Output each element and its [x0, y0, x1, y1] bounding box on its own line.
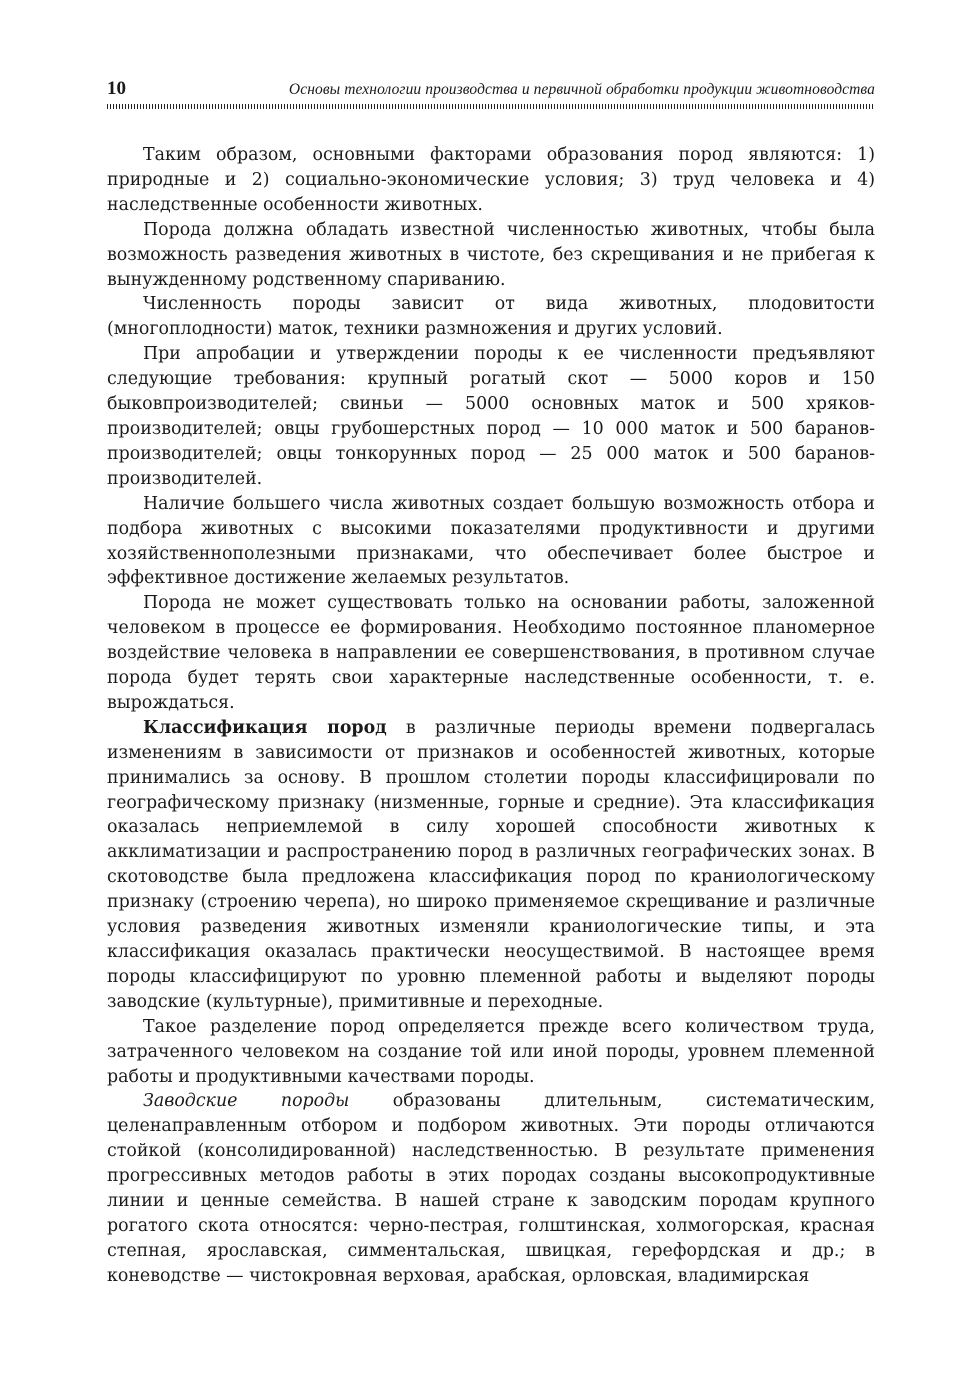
paragraph-8: Такое разделение пород определяется прежде всего количеством труда, затраченного человеком на создание той или иной породы, уровнем племенной работы и продуктивными качествами породы.	[107, 1016, 875, 1087]
running-title: Основы технологии производства и первичной обработки продукции животноводства	[288, 81, 875, 98]
bold-term: Классификация пород	[143, 717, 387, 738]
paragraph-5: Наличие большего числа животных создает большую возможность отбора и подбора животных с высокими показателями продуктивности и другими хозяйственнополезными признаками, что обеспечивает более быстрое и эффективное достижение желаемых результатов.	[107, 493, 875, 589]
running-header	[107, 78, 875, 102]
page-number: 10	[107, 78, 126, 99]
paragraph-2: Порода должна обладать известной численностью животных, чтобы была возможность разведения животных в чистоте, без скрещивания и не прибегая к вынужденному родственному спариванию.	[107, 219, 875, 290]
body-text	[107, 143, 875, 1289]
paragraph-9: Заводские породы образованы длительным, систематическим, целенаправленным отбором и подбором животных. Эти породы отличаются стойкой (консолидированной) наследственностью. В результате применения прогрессивных методов работы в этих породах созданы высокопродуктивные линии и ценные семейства. В нашей стране к заводским породам крупного рогатого скота относятся: черно-пестрая, голштинская, холмогорская, красная степная, ярославская, симментальская, швицкая, герефордская и др.; в коневодстве — чистокровная верховая, арабская, орловская, владимирская	[107, 1091, 876, 1286]
paragraph-6: Порода не может существовать только на основании работы, заложенной человеком в процессе ее формирования. Необходимо постоянное планомерное воздействие человека в направлении ее совершенствования, в противном случае порода будет терять свои характерные наследственные особенности, т. е. вырождаться.	[107, 593, 875, 713]
paragraph-3: Численность породы зависит от вида животных, плодовитости (многоплодности) маток, техники размножения и других условий.	[107, 294, 875, 340]
book-page	[107, 78, 875, 1289]
header-rule	[107, 104, 875, 109]
paragraph-4: При апробации и утверждении породы к ее численности предъявляют следующие требования: крупный рогатый скот — 5000 коров и 150 быковпроизводителей; свиньи — 5000 основных маток и 500 хряков-производителей; овцы грубошерстных пород — 10 000 маток и 500 баранов-производителей; овцы тонкорунных пород — 25 000 маток и 500 баранов-производителей.	[107, 344, 875, 489]
italic-term: Заводские породы	[143, 1091, 350, 1112]
paragraph-7: Классификация пород в различные периоды времени подвергалась изменениям в зависимости от признаков и особенностей животных, которые принимались за основу. В прошлом столетии породы классифицировали по географическому признаку (низменные, горные и средние). Эта классификация оказалась неприемлемой в силу хорошей способности животных к акклиматизации и распространению пород в различных географических зонах. В скотоводстве была предложена классификация пород по краниологическому признаку (строению черепа), но широко применяемое скрещивание и различные условия разведения животных изменяли краниологические типы, и эта классификация оказалась практически неосуществимой. В настоящее время породы классифицируют по уровню племенной работы и выделяют породы заводские (культурные), примитивные и переходные.	[107, 717, 876, 1012]
paragraph-1: Таким образом, основными факторами образования пород являются: 1) природные и 2) социально-экономические условия; 3) труд человека и 4) наследственные особенности животных.	[107, 145, 875, 215]
